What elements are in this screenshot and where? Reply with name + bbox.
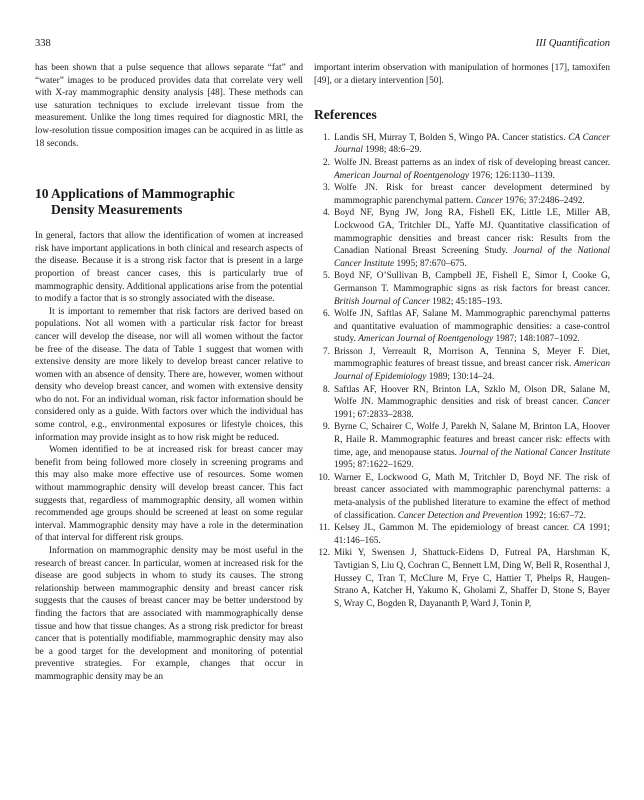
body-paragraph: In general, factors that allow the identification of women at increased risk have important applications in both clinical and research aspects of the disease. Because it is a strong risk factor that is present in a large proportion of breast cancer cases, this is particularly true of mammographic density. Additional applications arise from the potential to modify a factor that is so strongly associated with the disease. (35, 231, 303, 305)
reference-text: Miki Y, Swensen J, Shattuck-Eidens D, Futreal PA, Harshman K, Tavtigian S, Liu Q, Cochran C, Bennett LM, Ding W, Bell R, Rosenthal J, Hussey C, Tran T, McClure M, Frye C, Hattier T, Phelps R, Haugen-Strano A, Katcher H, Yakumo K, Gholami Z, Shaffer D, Stone S, Bayer S, Wray C, Bogden R, Dayananth P, Ward J, Tonin P, (334, 548, 610, 609)
reference-text: Byrne C, Schairer C, Wolfe J, Parekh N, Salane M, Brinton LA, Hoover R, Haile R. Mammographic features and breast cancer risk: effects with time, age, and menopause status. (334, 422, 610, 458)
reference-journal: CA (573, 523, 585, 534)
reference-item (314, 547, 610, 610)
reference-journal: Cancer (475, 195, 503, 206)
continuation-paragraph: important interim observation with manipulation of hormones [17], tamoxifen [49], or a dietary intervention [50]. (314, 63, 610, 86)
references-heading: References (314, 107, 377, 123)
reference-number: 9. (323, 422, 330, 433)
body-paragraph: It is important to remember that risk factors are derived based on populations. Not all women with a particular risk factor for breast cancer will develop the disease, nor will all women without the factor be free of the disease. The data of Table 1 suggest that women with extensive density are more likely to develop breast cancer relative to women with an absence of density. There are, however, women without density who develop breast cancer, and women with extensive density who do not. For an individual woman, risk factor information should be considered only as a guide. With factors over which the individual has some control, e.g., environmental exposures or lifestyle choices, this information may provide insight as to how risk might be reduced. (35, 306, 303, 443)
body-paragraph: Information on mammographic density may be most useful in the research of breast cancer. In particular, women at increased risk for the disease are good subjects in whom to study its causes. The strong relationship between mammographic density and breast cancer risk suggests that the causes of breast cancer may be better understood by finding the factors that are associated with mammographically dense tissue and how that tissue changes. As a strong risk predictor for breast cancer that is potentially modifiable, mammographic density may also be a good target for the development and monitoring of potential preventive strategies. For example, changes that occur in mammographic density may be an (35, 546, 303, 682)
section-heading (35, 186, 303, 218)
reference-journal: Cancer Detection and Prevention (397, 510, 523, 521)
running-header: III Quantification (535, 38, 610, 49)
reference-text: Warner E, Lockwood G, Math M, Tritchler D, Boyd NF. The risk of breast cancer associated with mammographic parenchymal patterns: a meta-analysis of the published literature to examine the effect of method of classification. (334, 472, 610, 521)
reference-number: 8. (323, 384, 330, 395)
section-title-line1: Applications of Mammographic (51, 186, 235, 202)
reference-item (314, 308, 610, 346)
page-number: 338 (35, 38, 51, 49)
reference-item (314, 207, 610, 270)
section-number: 10 (35, 186, 49, 202)
reference-number: 11. (318, 523, 330, 534)
reference-item (314, 132, 610, 157)
reference-number: 2. (323, 157, 330, 168)
reference-text: Boyd NF, O’Sullivan B, Campbell JE, Fishell E, Simor I, Cooke G, Germanson T. Mammographic signs as risk factors for breast cancer. (334, 271, 610, 294)
reference-citation: 1987; 148:1087–1092. (493, 334, 580, 345)
reference-item (314, 182, 610, 207)
reference-citation: 1991; 67:2833–2838. (334, 409, 414, 420)
reference-journal: Journal of the National Cancer Institute (459, 447, 610, 458)
reference-citation: 1998; 48:6–29. (362, 145, 422, 156)
reference-citation: 1991; 41:146–165. (334, 523, 610, 546)
reference-text: Wolfe JN. Risk for breast cancer development determined by mammographic parenchymal pattern. (334, 183, 610, 206)
reference-journal: British Journal of Cancer (334, 296, 430, 307)
reference-item (314, 522, 610, 547)
reference-item (314, 346, 610, 384)
reference-text: Wolfe JN, Saftlas AF, Salane M. Mammographic parenchymal patterns and quantitative evaluation of mammographic densities: a case-control study. (334, 309, 610, 345)
reference-number: 10. (318, 472, 330, 483)
reference-journal: Cancer (582, 397, 610, 408)
reference-citation: 1995; 87:1622–1629. (334, 460, 414, 471)
reference-number: 12. (318, 548, 330, 559)
reference-journal: CA Cancer Journal (334, 132, 611, 156)
right-column (314, 62, 610, 610)
reference-item (314, 270, 610, 308)
reference-item (314, 157, 610, 182)
reference-number: 7. (323, 346, 330, 357)
reference-journal: Journal of the National Cancer Institute (334, 246, 610, 269)
reference-number: 1. (323, 132, 330, 143)
section-title-line2: Density Measurements (51, 202, 183, 218)
reference-number: 4. (323, 208, 330, 219)
reference-text: Saftlas AF, Hoover RN, Brinton LA, Szklo M, Olson DR, Salane M, Wolfe JN. Mammographic densities and risk of breast cancer. (334, 384, 610, 408)
reference-citation: 1976; 126:1130–1139. (469, 170, 555, 181)
reference-journal: American Journal of Roentgenology (358, 334, 494, 345)
reference-citation: 1989; 130:14–24. (426, 372, 495, 383)
reference-journal: American Journal of Roentgenology (334, 170, 470, 181)
reference-item (314, 472, 610, 522)
intro-paragraph: has been shown that a pulse sequence that allows separate “fat” and “water” images to be produced provides data that correlate very well with X-ray mammographic density analysis [48]. These methods can use saturation techniques to exclude irrelevant tissue from the measurement. Unlike the long times required for diagnostic MRI, the low-resolution tissue composition images can be acquired in as little as 18 seconds. (35, 63, 303, 149)
reference-text: Brisson J, Verreault R, Morrison A, Tennina S, Meyer F. Diet, mammographic features of breast tissue, and breast cancer risk. (334, 346, 610, 370)
reference-citation: 1982; 45:185–193. (429, 296, 503, 307)
reference-item (314, 384, 610, 422)
reference-number: 3. (323, 183, 330, 194)
reference-citation: 1992; 16:67–72. (522, 510, 586, 521)
reference-text: Kelsey JL, Gammon M. The epidemiology of breast cancer. (334, 523, 574, 534)
left-column (35, 62, 303, 684)
reference-number: 5. (323, 271, 330, 282)
body-paragraph: Women identified to be at increased risk for breast cancer may benefit from being followed more closely in screening programs and this may also make more effective use of resources. Some women without mammographic density will develop breast cancer. This fact suggests that, regardless of mammographic density, all women within recommended age groups should be screened at least on some regular interval. Mammographic density may have a role in the determination of that interval for different risk groups. (35, 445, 303, 544)
reference-number: 6. (323, 309, 330, 320)
reference-text: Landis SH, Murray T, Bolden S, Wingo PA. Cancer statistics. (334, 132, 569, 143)
reference-journal: American Journal of Epidemiology (334, 359, 610, 383)
reference-item (314, 421, 610, 471)
reference-text: Boyd NF, Byng JW, Jong RA, Fishell EK, Little LE, Miller AB, Lockwood GA, Tritchler DL, Yaffe MJ. Quantitative classification of mammographic densities and breast cancer risk: Results from the Canadian National Breast Screening Study. (334, 208, 610, 257)
reference-citation: 1976; 37:2486–2492. (502, 195, 585, 206)
reference-citation: 1995; 87:670–675. (394, 258, 467, 269)
references-list (314, 132, 610, 611)
reference-text: Wolfe JN. Breast patterns as an index of risk of developing breast cancer. (334, 157, 610, 168)
